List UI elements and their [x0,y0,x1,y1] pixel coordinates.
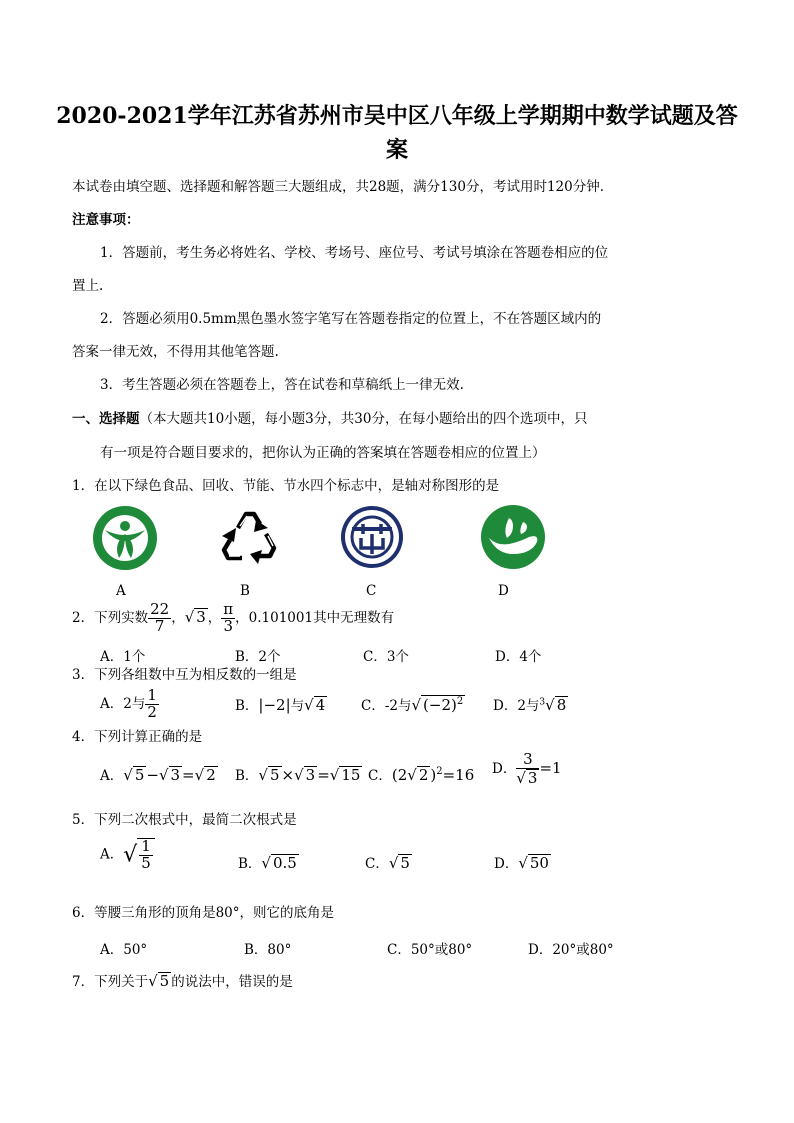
q3-b-sqrt: √ 4 [304,696,326,714]
q4-b-r2: 3 [305,766,316,784]
section-1-line-1 [72,409,587,429]
q4-b-op: × [281,766,295,784]
notice-heading: 注意事项： [72,212,140,228]
q3-b-radicand: 4 [315,696,326,714]
question-5-stem: 5．下列二次根式中，最简二次根式是 [72,812,297,828]
q3-option-c [361,694,465,714]
q3-b-prefix: B． [235,698,259,714]
q5-b-radicand: 0.5 [272,854,297,872]
q2-frac2-den: 3 [223,616,233,635]
q2-prefix: 2．下列实数 [72,609,149,626]
q2-option-a: A．1个 [100,649,146,665]
q5-d-radicand: 50 [529,854,549,872]
q4-c-radicand: 2 [418,766,429,784]
notice-2-line-1: 2．答题必须用0.5mm黑色墨水签字笔写在答题卷指定的位置上，不在答题区域内的 [100,311,602,327]
question-7-stem [72,971,293,992]
q4-b-prefix: B． [235,768,259,784]
q4-a-op: − [146,766,159,784]
q5-c-sqrt: √ 5 [388,854,410,872]
q5-a-fraction [137,838,155,872]
q2-option-b: B．2个 [235,649,281,665]
q4-option-a [100,764,218,784]
q3-d-radicand: 8 [556,696,567,714]
q4-a-r3: 2 [206,766,216,784]
green-food-logo [91,504,159,572]
q1-label-c: C [366,583,377,599]
q2-sqrt3-radicand: 3 [196,607,206,626]
question-6-stem: 6．等腰三角形的顶角是80°，则它的底角是 [72,905,335,921]
question-4-stem: 4．下列计算正确的是 [72,729,203,745]
q5-b-sqrt: √ 0.5 [261,854,297,872]
recycle-logo [216,506,284,570]
q5-a-den: 5 [141,853,151,872]
q4-b-eq: = [317,766,330,784]
q4-c-exp: 2 [436,766,443,777]
q3-a-prefix: A．2与 [100,695,146,712]
q2-fraction-pi-3 [221,602,235,635]
q3-a-den: 2 [147,702,157,721]
notice-3: 3．考生答题必须在答题卷上，答在试卷和草稿纸上一律无效. [100,377,464,393]
q4-c-close: ) [430,766,437,784]
q4-d-prefix: D． [492,760,517,777]
q3-c-base: (−2) [423,696,457,714]
q3-c-prefix: C．-2与 [361,698,412,714]
section-1-heading: 一、选择题 [72,411,140,427]
q3-option-b [235,694,327,714]
notice-2-line-2: 答案一律无效，不得用其他笔答题. [72,344,279,360]
section-1-desc-2: 有一项是符合题目要求的，把你认为正确的答案填在答题卷相应的位置上） [100,445,546,461]
notice-1-line-1: 1．答题前，考生务必将姓名、学校、考场号、座位号、考试号填涂在答题卷相应的位 [100,245,609,261]
q3-c-radicand [421,695,465,714]
q3-b-abs-value: −2 [263,696,286,714]
question-1-stem: 1．在以下绿色食品、回收、节能、节水四个标志中，是轴对称图形的是 [72,478,500,494]
q5-d-sqrt: √ 50 [518,854,549,872]
q4-c-open: (2 [391,766,408,784]
q3-d-root-index: 3 [539,697,546,708]
q3-a-fraction [145,688,159,721]
q7-suffix: 的说法中，错误的是 [171,974,293,990]
q5-option-d [494,852,551,872]
q3-option-a [100,688,159,721]
q5-option-a [100,838,155,872]
q4-c-prefix: C． [368,768,392,784]
q2-option-d: D．4个 [495,649,542,665]
q6-option-b: B．80° [244,942,292,958]
q3-d-prefix: D．2与 [493,698,540,714]
q5-option-c [365,852,412,872]
q5-c-radicand: 5 [400,854,410,872]
q4-b-expr: √ 5 ×√ 3 =√ 15 [258,766,361,784]
q2-suffix: ，0.101001其中无理数有 [235,609,395,626]
q2-frac1-den: 7 [154,616,165,635]
q5-option-b [238,852,299,872]
q6-option-a: A．50° [100,942,148,958]
q4-c-expr: (2√ 2 )$^2$=16 [391,766,475,784]
q4-a-r1: 5 [134,766,145,784]
q4-a-r2: 3 [170,766,181,784]
q3-c-exp: 2 [456,696,464,707]
q2-option-c: C．3个 [363,649,409,665]
q6-option-d: D．20°或80° [528,942,614,958]
q4-c-eq: =16 [442,766,475,784]
q1-label-b: B [240,583,250,599]
intro-text: 本试卷由填空题、选择题和解答题三大题组成，共28题，满分130分，考试用时120分钟. [72,179,605,195]
q4-b-r1: 5 [269,766,280,784]
notice-1-line-2: 置上. [72,278,104,294]
q4-a-expr: √ 5 −√ 3 =√ 2 [123,766,216,784]
q3-b-mid: 与 [290,698,305,714]
q7-radicand: 5 [159,972,170,990]
q4-option-b [235,764,362,784]
question-2-stem [72,602,394,635]
title-line-2: 案 [385,137,408,163]
question-3-stem: 3．下列各组数中互为相反数的一组是 [72,667,297,683]
q4-d-fraction [516,752,539,787]
q1-label-a: A [116,583,126,599]
q7-prefix: 7．下列关于 [72,974,149,990]
q2-sqrt3: √ 3 [184,607,206,626]
q2-sep2: ， [207,609,222,626]
q2-fraction-22-7 [148,602,171,635]
q4-option-c [368,764,474,784]
q2-frac1-num: 22 [150,600,170,618]
q3-b-abs: |−2| [258,696,291,714]
q4-d-den: √ 3 [516,768,538,787]
q6-option-c: C．50°或80° [387,942,473,958]
q5-a-sqrt-sign: √ [123,842,138,868]
q4-d-den-radicand: 3 [527,768,538,787]
q5-a-num: 1 [141,837,151,855]
q2-frac2-num: π [223,600,234,618]
q7-sqrt: √ 5 [148,972,170,990]
q5-a-prefix: A． [100,846,124,863]
q5-b-prefix: B． [238,856,262,872]
q1-label-d: D [498,583,509,599]
water-saving-logo [479,504,547,570]
q3-d-sqrt: √ 8 [545,696,567,714]
q5-c-prefix: C． [365,856,389,872]
section-1-desc-1: （本大题共10小题，每小题3分，共30分，在每小题给出的四个选项中，只 [139,411,588,427]
q3-option-d [493,694,568,714]
q4-d-eq: =1 [539,758,562,777]
q3-a-num: 1 [147,686,157,704]
title-line-1: 2020-2021学年江苏省苏州市吴中区八年级上学期期中数学试题及答 [56,103,738,129]
q2-sep1: ， [171,609,185,626]
energy-saving-logo [339,504,405,570]
q4-a-eq: = [182,766,195,784]
q4-a-prefix: A． [100,768,124,784]
q5-d-prefix: D． [494,856,519,872]
q4-d-num: 3 [516,752,539,769]
q4-option-d [492,752,562,787]
q4-b-r3: 15 [341,766,361,784]
q3-c-sqrt: √ $(-2)^2$ [411,696,464,714]
